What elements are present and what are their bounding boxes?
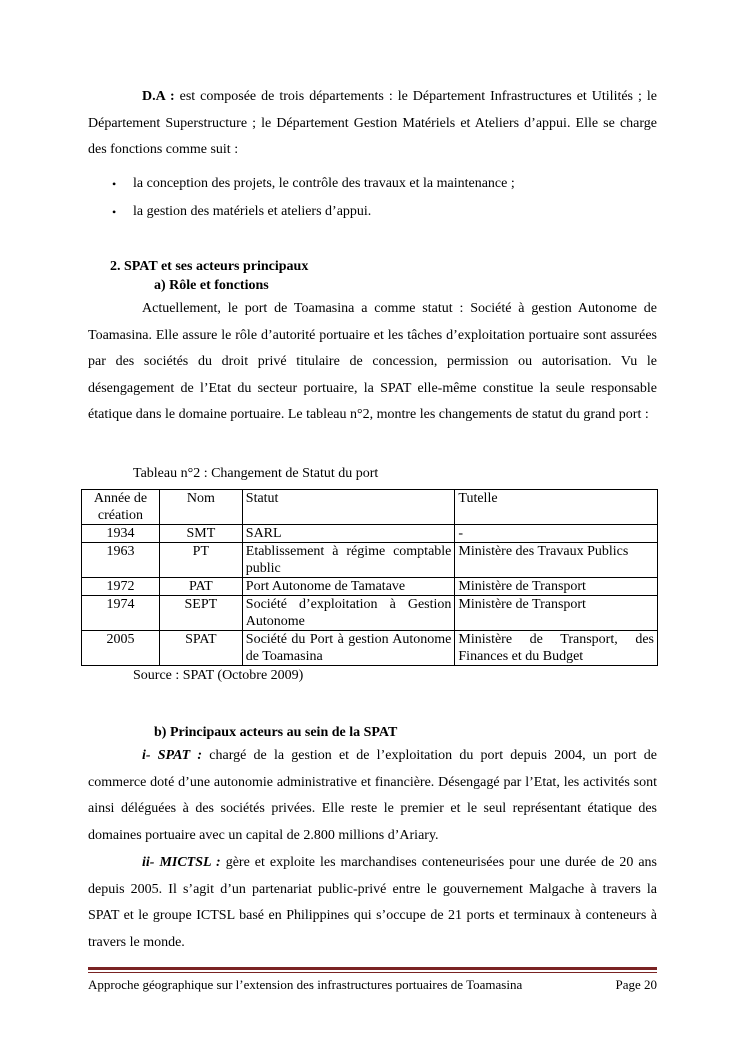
cell-year: 1974	[82, 596, 160, 631]
footer-title: Approche géographique sur l’extension des infrastructures portuaires de Toamasina	[88, 977, 523, 992]
spat-label: i- SPAT :	[142, 748, 203, 763]
cell-status: Etablissement à régime comptable public	[242, 543, 455, 578]
cell-name: PAT	[159, 578, 242, 596]
list-item-text: la conception des projets, le contrôle des travaux et la maintenance ;	[133, 176, 515, 191]
mictsl-text: gère et exploite les marchandises conteneurisées pour une durée de 20 ans depuis 2005. Il s’agit d’un partenariat public-privé entre le gouvernement Malgache à travers la SPAT et le groupe ICTSL basé en Philippines qui s’occupe de 21 ports et terminaux à conteneurs à travers le monde.	[88, 855, 657, 950]
cell-year: 1934	[82, 525, 160, 543]
cell-status: Société du Port à gestion Autonome de Toamasina	[242, 631, 455, 666]
list-item-text: la gestion des matériels et ateliers d’appui.	[133, 204, 372, 219]
cell-name: SMT	[159, 525, 242, 543]
table-row	[82, 525, 658, 543]
da-text: est composée de trois départements : le Département Infrastructures et Utilités ; le Département Superstructure ; le Département Gestion Matériels et Ateliers d’appui. Elle se charge des fonctions comme suit :	[88, 89, 657, 157]
mictsl-paragraph	[88, 850, 657, 956]
page-footer	[88, 976, 657, 994]
cell-name: SPAT	[159, 631, 242, 666]
cell-status: Société d’exploitation à Gestion Autonome	[242, 596, 455, 631]
cell-year: 2005	[82, 631, 160, 666]
table-row	[82, 543, 658, 578]
list-item	[88, 170, 657, 198]
table-caption: Tableau n°2 : Changement de Statut du port	[133, 466, 379, 481]
header-tutelle: Tutelle	[455, 490, 658, 525]
cell-status: Port Autonome de Tamatave	[242, 578, 455, 596]
header-status: Statut	[242, 490, 455, 525]
role-paragraph: Actuellement, le port de Toamasina a comme statut : Société à gestion Autonome de Toamasina. Elle assure le rôle d’autorité portuaire et les tâches d’exploitation portuaire sont assurées par des sociétés du droit privé titulaire de concession, permission ou autorisation. Vu le désengagement de l’Etat du secteur portuaire, la SPAT elle-même constitue la seule responsable étatique dans le domaine portuaire. Le tableau n°2, montre les changements de statut du grand port :	[88, 301, 657, 422]
cell-name: PT	[159, 543, 242, 578]
cell-tutelle: Ministère de Transport, des Finances et du Budget	[455, 631, 658, 666]
function-bullet-list	[88, 170, 657, 226]
spat-text: chargé de la gestion et de l’exploitation du port depuis 2004, un port de commerce doté d’une autonomie administrative et financière. Désengagé par l’Etat, les activités sont ainsi déléguées à des sociétés privées. Elle reste le premier et le seul représentant étatique des domaines portuaire avec un capital de 2.800 millions d’Ariary.	[88, 748, 657, 843]
subsection-b-heading: b) Principaux acteurs au sein de la SPAT	[154, 725, 398, 740]
intro-paragraph	[88, 84, 657, 164]
cell-year: 1963	[82, 543, 160, 578]
da-label: D.A :	[142, 89, 175, 104]
footer-divider	[88, 967, 657, 973]
table-header-row	[82, 490, 658, 525]
bullet-icon: •	[112, 205, 117, 219]
table-row	[82, 596, 658, 631]
bullet-icon: •	[112, 177, 117, 191]
cell-year: 1972	[82, 578, 160, 596]
header-name: Nom	[159, 490, 242, 525]
subsection-a-heading: a) Rôle et fonctions	[154, 278, 269, 293]
table-source: Source : SPAT (Octobre 2009)	[133, 668, 304, 683]
cell-tutelle: Ministère de Transport	[455, 578, 658, 596]
list-item	[88, 198, 657, 226]
mictsl-label: ii- MICTSL :	[142, 855, 221, 870]
status-table	[81, 489, 658, 666]
section-2-heading: 2. SPAT et ses acteurs principaux	[110, 259, 309, 274]
cell-tutelle: Ministère de Transport	[455, 596, 658, 631]
page-number: Page 20	[615, 977, 657, 992]
table-row	[82, 631, 658, 666]
spat-paragraph	[88, 743, 657, 849]
table-row	[82, 578, 658, 596]
cell-name: SEPT	[159, 596, 242, 631]
cell-tutelle: -	[455, 525, 658, 543]
cell-tutelle: Ministère des Travaux Publics	[455, 543, 658, 578]
cell-status: SARL	[242, 525, 455, 543]
header-year: Année de création	[82, 490, 160, 525]
